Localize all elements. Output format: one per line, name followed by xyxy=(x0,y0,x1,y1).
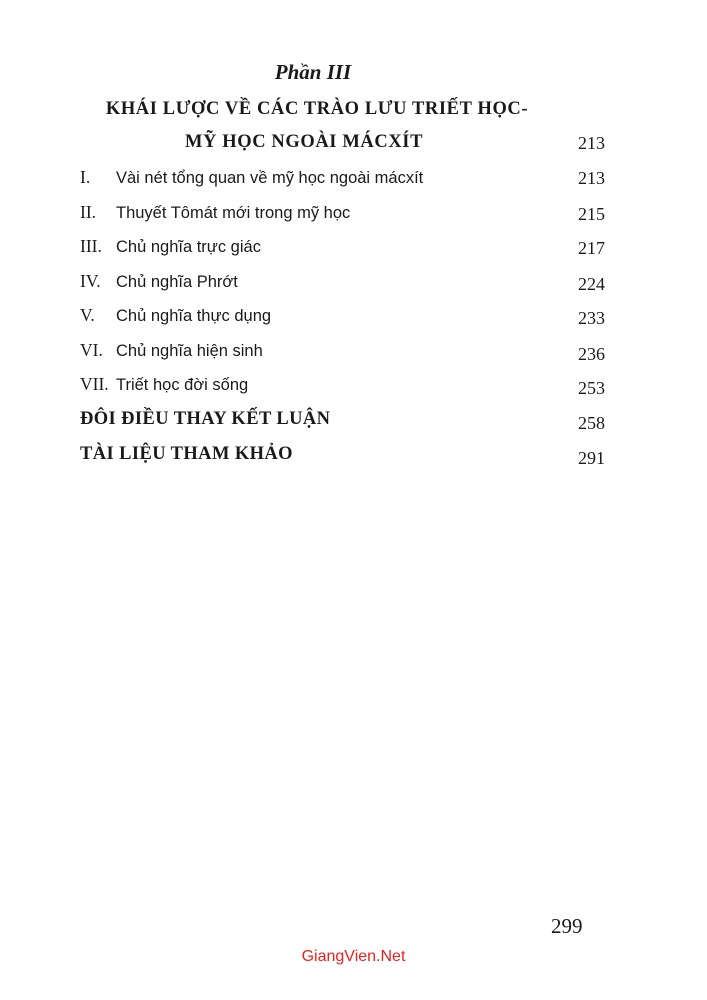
toc-entry-label: Triết học đời sống xyxy=(116,376,249,394)
watermark-link[interactable]: GiangVien.Net xyxy=(301,948,406,965)
toc-entry-page: 217 xyxy=(578,238,605,258)
toc-entry xyxy=(80,167,423,188)
toc-entry xyxy=(80,271,238,292)
toc-entry xyxy=(80,340,263,361)
toc-section-references: TÀI LIỆU THAM KHẢO xyxy=(80,444,293,464)
toc-entry-number: VII. xyxy=(80,374,109,394)
toc-entry-label: Chủ nghĩa hiện sinh xyxy=(116,342,263,360)
toc-entry-label: Chủ nghĩa thực dụng xyxy=(116,307,272,325)
toc-entry-page: 224 xyxy=(578,274,605,294)
toc-entry-page: 215 xyxy=(578,204,605,224)
toc-entry-page: 213 xyxy=(578,168,605,188)
part-label: Phần III xyxy=(274,60,352,84)
part-title-line-1: KHÁI LƯỢC VỀ CÁC TRÀO LƯU TRIẾT HỌC- xyxy=(105,99,529,119)
toc-entry-page: 253 xyxy=(578,378,605,398)
toc-entry xyxy=(80,305,271,326)
toc-entry-label: Chủ nghĩa Phrớt xyxy=(116,273,238,291)
toc-entry-page: 233 xyxy=(578,308,605,328)
toc-section-conclusion: ĐÔI ĐIỀU THAY KẾT LUẬN xyxy=(80,409,331,429)
toc-entry-number: IV. xyxy=(80,271,101,291)
footer-page-number: 299 xyxy=(551,914,583,938)
part-title-line-2: MỸ HỌC NGOÀI MÁCXÍT xyxy=(185,132,424,152)
toc-entry-number: VI. xyxy=(80,340,103,360)
toc-entry-number: II. xyxy=(80,202,97,222)
toc-entry xyxy=(80,202,350,223)
toc-section-page: 258 xyxy=(578,413,605,433)
toc-entry-number: V. xyxy=(80,305,95,325)
toc-entry-label: Vài nét tổng quan về mỹ học ngoài mácxít xyxy=(116,169,424,187)
toc-entry-number: III. xyxy=(80,236,102,256)
part-page-number: 213 xyxy=(578,133,605,153)
toc-entry xyxy=(80,236,261,257)
toc-entry xyxy=(80,374,248,395)
toc-entry-number: I. xyxy=(80,167,91,187)
toc-entry-label: Chủ nghĩa trực giác xyxy=(116,238,261,256)
toc-entry-label: Thuyết Tômát mới trong mỹ học xyxy=(116,204,351,222)
toc-section-page: 291 xyxy=(578,448,605,468)
toc-entry-page: 236 xyxy=(578,344,605,364)
